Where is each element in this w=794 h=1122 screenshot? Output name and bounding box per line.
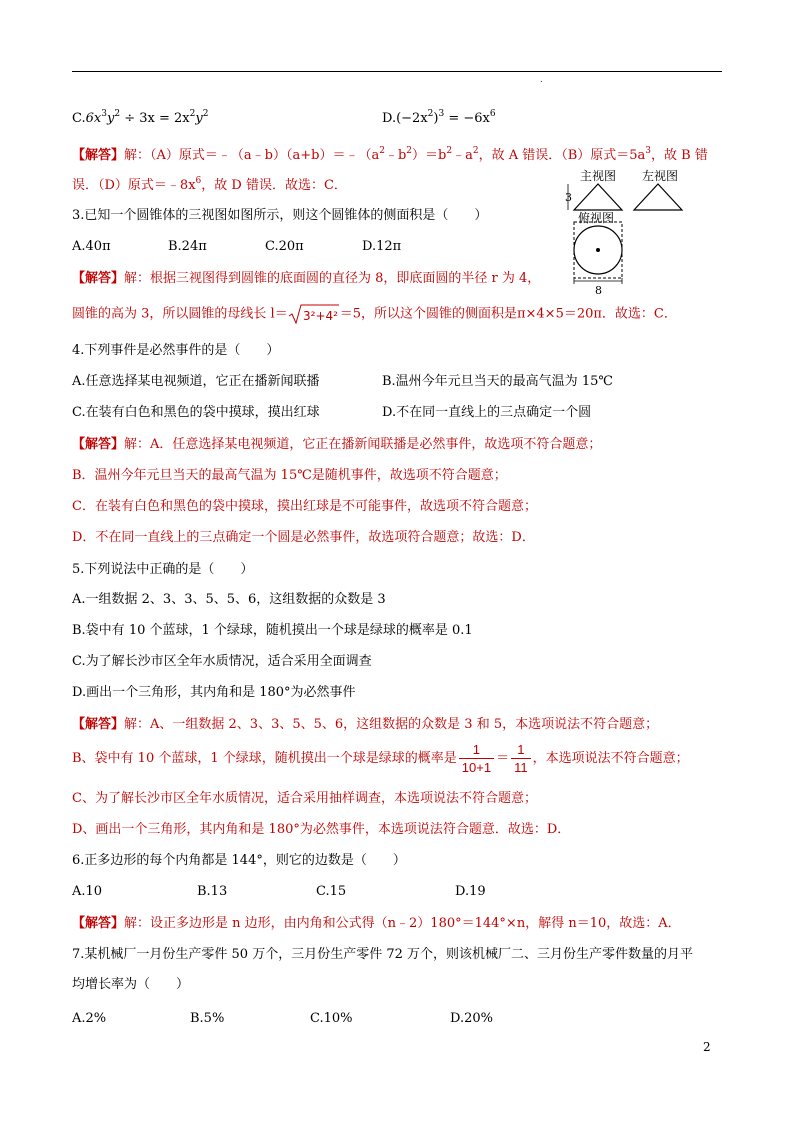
- q2-option-c: $C.6x^3y^2 \div 3x = 2x^2y^2$: [72, 109, 209, 126]
- top-view-center-dot: [596, 248, 600, 252]
- q3-option-b: B.24π: [168, 239, 207, 254]
- q4-answer-line-3: C．在装有白色和黑色的袋中摸球，摸出红球是不可能事件，故选项不符合题意；: [72, 499, 537, 514]
- front-view-label: 主视图: [580, 169, 617, 183]
- q5-option-d: D.画出一个三角形，其内角和是 180°为必然事件: [72, 685, 356, 700]
- q6-option-c: C.15: [316, 884, 347, 899]
- left-view-triangle: [634, 184, 682, 210]
- q5-stem: 5.下列说法中正确的是（ ）: [72, 562, 254, 577]
- q4-answer-line-1: 【解答】解：A．任意选择某电视频道，它正在播新闻联播是必然事件，故选项不符合题意；: [72, 437, 602, 452]
- q7-option-b: B.5%: [190, 1011, 225, 1026]
- q5-option-b: B.袋中有 10 个蓝球，1 个绿球，随机摸出一个球是绿球的概率是 0.1: [72, 623, 473, 638]
- q7-option-a: A.2%: [72, 1011, 107, 1026]
- q3-option-a: A.40π: [72, 239, 111, 254]
- sqrt-expression: [288, 303, 340, 325]
- left-view-label: 左视图: [642, 169, 679, 183]
- q6-option-d: D.19: [455, 884, 486, 899]
- q5-option-c: C.为了解长沙市区全年水质情况，适合采用全面调查: [72, 654, 372, 669]
- q2-answer-line-1: 【解答】解：（A）原式$=﹣(a﹣b)(a+b)=﹣(a^2﹣b^2)=b^2﹣a^2$，故 A 错误．（B）原式$=5a^3$，故 B 错: [72, 146, 708, 163]
- q3-option-c: C.20π: [265, 239, 304, 254]
- q5-answer-line-4: D、画出一个三角形，其内角和是 180°为必然事件，本选项说法符合题意．故选：D．: [72, 822, 571, 837]
- q7-stem-line-1: 7.某机械厂一月份生产零件 50 万个，三月份生产零件 72 万个，则该机械厂二、三月份生产零件数量的月平: [72, 947, 694, 962]
- q4-stem: 4.下列事件是必然事件的是（ ）: [72, 343, 280, 358]
- q6-stem: 6.正多边形的每个内角都是 144°，则它的边数是（ ）: [72, 853, 406, 868]
- three-view-figure: [562, 160, 712, 295]
- fraction-2: $\frac{1}{11}$: [511, 741, 531, 776]
- top-view-label: 俯视图: [578, 211, 615, 225]
- q5-answer-line-2: B、袋中有 10 个蓝球，1 个绿球，随机摸出一个球是绿球的概率是 $\frac{1}{10+1}$ ＝ $\frac{1}{11}$ ，本选项说法不符合题意；: [72, 742, 689, 775]
- q3-option-d: D.12π: [362, 239, 402, 254]
- q3-answer-line-1: 【解答】解：根据三视图得到圆锥的底面圆的直径为 8，即底面圆的半径 r 为 4，: [72, 271, 541, 286]
- q4-option-a: A.任意选择某电视频道，它正在播新闻联播: [72, 374, 320, 389]
- height-dimension-label: 3: [565, 191, 572, 204]
- q4-answer-line-4: D．不在同一直线上的三点确定一个圆是必然事件，故选项符合题意；故选：D．: [72, 530, 535, 545]
- q4-option-c: C.在装有白色和黑色的袋中摸球，摸出红球: [72, 405, 320, 420]
- q7-stem-line-2: 均增长率为（ ）: [72, 977, 190, 992]
- q5-option-a: A.一组数据 2、3、3、5、5、6，这组数据的众数是 3: [72, 592, 386, 607]
- q2-option-d: $D.(-2x^2)^3 = -6x^6$: [382, 109, 496, 126]
- q5-answer-line-3: C、为了解长沙市区全年水质情况，适合采用抽样调查，本选项说法不符合题意；: [72, 791, 537, 806]
- page-number: 2: [703, 1040, 711, 1054]
- width-dimension-label: 8: [595, 284, 602, 295]
- header-mark: .: [540, 75, 543, 84]
- sqrt-radicand: 3²+4²: [302, 309, 338, 323]
- header-rule: [72, 71, 722, 72]
- q4-option-d: D.不在同一直线上的三点确定一个圆: [382, 405, 592, 420]
- q2-answer-line-2: 误．（D）原式$=﹣8x^6$，故 D 错误．故选：C．: [72, 176, 347, 193]
- q7-option-c: C.10%: [310, 1011, 353, 1026]
- q6-option-a: A.10: [72, 884, 103, 899]
- q6-option-b: B.13: [197, 884, 228, 899]
- q4-option-b: B.温州今年元旦当天的最高气温为 15℃: [382, 374, 613, 389]
- q6-answer-line-1: 【解答】解：设正多边形是 n 边形，由内角和公式得（n﹣2）180°＝144°×n，解得 n＝10，故选：A．: [72, 916, 681, 931]
- q7-option-d: D.20%: [450, 1011, 493, 1026]
- q3-stem: 3.已知一个圆锥体的三视图如图所示，则这个圆锥体的侧面积是（ ）: [72, 208, 488, 223]
- fraction-1: $\frac{1}{10+1}$: [459, 741, 494, 776]
- front-view-triangle: [574, 184, 622, 210]
- q4-answer-line-2: B．温州今年元旦当天的最高气温为 15℃是随机事件，故选项不符合题意；: [72, 468, 507, 483]
- q5-answer-line-1: 【解答】解：A、一组数据 2、3、3、5、5、6，这组数据的众数是 3 和 5，本选项说法不符合题意；: [72, 717, 659, 732]
- q3-answer-line-2: 圆锥的高为 3，所以圆锥的母线长 l＝ 3²+4² ＝5，所以这个圆锥的侧面积是π×4×5＝20π．故选：C．: [72, 303, 677, 325]
